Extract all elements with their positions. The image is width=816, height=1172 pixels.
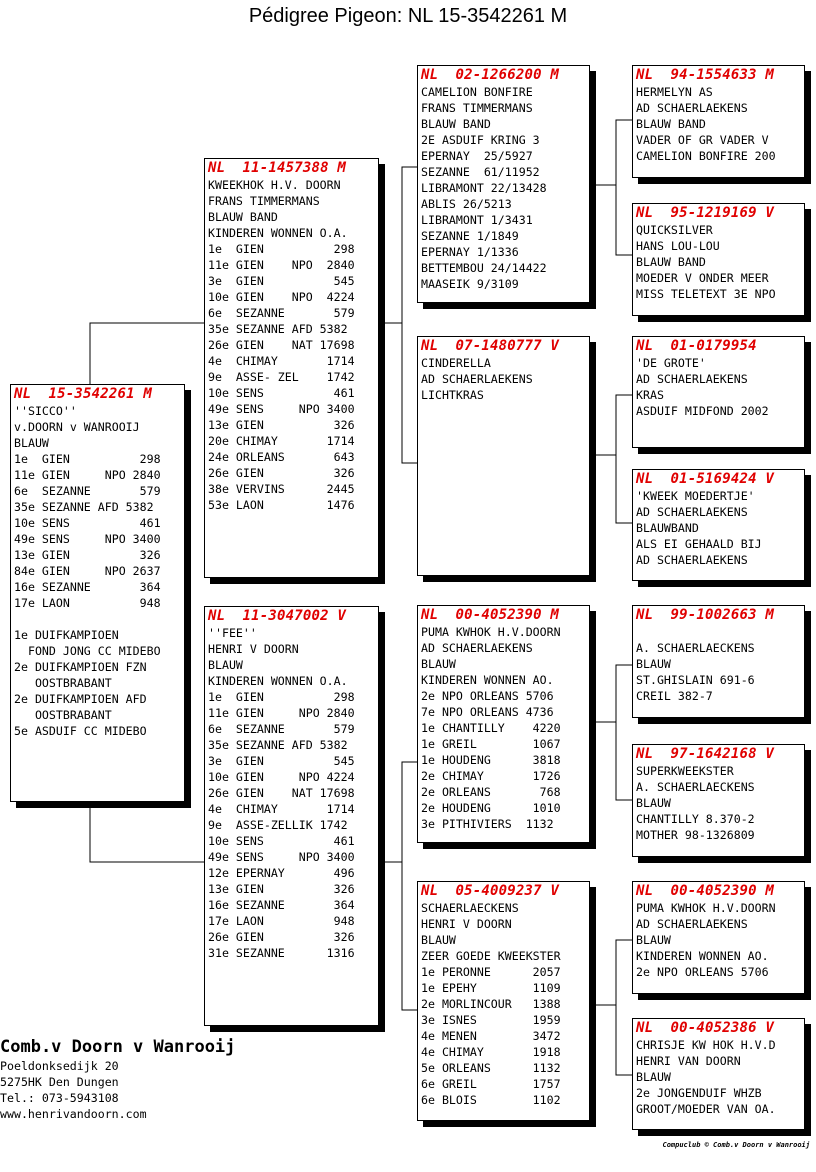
dam-sire-line: 2e NPO ORLEANS 5706	[421, 689, 554, 703]
dam-sire-ring-number: NL 00-4052390 M	[421, 607, 560, 623]
sire-sire-line: EPERNAY 1/1336	[421, 245, 519, 259]
subject-line: OOSTBRABANT	[14, 676, 112, 690]
dam-line: ''FEE''	[208, 626, 257, 640]
sire-dam-dam-ring-number: NL 01-5169424 V	[636, 471, 775, 487]
subject-line: 6e SEZANNE 579	[14, 484, 161, 498]
sire-line: 10e SENS 461	[208, 386, 355, 400]
dam-dam-line: 4e CHIMAY 1918	[421, 1045, 561, 1059]
subject-pigeon-card	[10, 384, 185, 802]
sire-sire-sire-card	[632, 65, 805, 178]
sire-line: 10e GIEN NPO 4224	[208, 290, 355, 304]
sire-line: 26e GIEN NAT 17698	[208, 338, 355, 352]
sire-line: 26e GIEN 326	[208, 466, 355, 480]
subject-line: 5e ASDUIF CC MIDEBO	[14, 724, 147, 738]
subject-line: 13e GIEN 326	[14, 548, 161, 562]
sire-sire-line: LIBRAMONT 1/3431	[421, 213, 533, 227]
dam-dam-card	[417, 881, 590, 1121]
subject-line: 1e DUIFKAMPIOEN	[14, 628, 119, 642]
dam-line: HENRI V DOORN	[208, 642, 299, 656]
sire-dam-line: CINDERELLA	[421, 356, 491, 370]
owner-website[interactable]: www.henrivandoorn.com	[0, 1107, 147, 1121]
sire-line: 20e CHIMAY 1714	[208, 434, 355, 448]
dam-dam-line: ZEER GOEDE KWEEKSTER	[421, 949, 561, 963]
dam-sire-line: 3e PITHIVIERS 1132	[421, 817, 554, 831]
sire-sire-sire-line: VADER OF GR VADER V	[636, 133, 769, 147]
dam-dam-sire-line: BLAUW	[636, 933, 671, 947]
dam-dam-line: 6e GREIL 1757	[421, 1077, 561, 1091]
sire-sire-line: SEZANNE 1/1849	[421, 229, 519, 243]
sire-dam-sire-line: 'DE GROTE'	[636, 356, 706, 370]
subject-line: 2e DUIFKAMPIOEN FZN	[14, 660, 147, 674]
dam-line: BLAUW	[208, 658, 243, 672]
sire-sire-line: CAMELION BONFIRE	[421, 85, 533, 99]
dam-sire-sire-line: BLAUW	[636, 657, 671, 671]
dam-sire-card	[417, 605, 590, 843]
dam-sire-line: KINDEREN WONNEN AO.	[421, 673, 554, 687]
sire-sire-line: BLAUW BAND	[421, 117, 491, 131]
subject-line: BLAUW	[14, 436, 49, 450]
sire-sire-dam-card	[632, 203, 805, 316]
sire-dam-sire-line: ASDUIF MIDFOND 2002	[636, 404, 769, 418]
dam-dam-ring-number: NL 05-4009237 V	[421, 883, 560, 899]
dam-sire-sire-line: CREIL 382-7	[636, 689, 713, 703]
sire-line: 1e GIEN 298	[208, 242, 355, 256]
sire-dam-dam-line: 'KWEEK MOEDERTJE'	[636, 489, 755, 503]
dam-dam-dam-line: HENRI VAN DOORN	[636, 1054, 741, 1068]
dam-dam-sire-line: 2e NPO ORLEANS 5706	[636, 965, 769, 979]
sire-line: 4e CHIMAY 1714	[208, 354, 355, 368]
sire-dam-card	[417, 336, 590, 576]
subject-line: FOND JONG CC MIDEBO	[14, 644, 161, 658]
sire-line: FRANS TIMMERMANS	[208, 194, 320, 208]
dam-sire-dam-line: BLAUW	[636, 796, 671, 810]
dam-line: 16e SEZANNE 364	[208, 898, 355, 912]
subject-line: 1e GIEN 298	[14, 452, 161, 466]
owner-postal-city: 5275HK Den Dungen	[0, 1075, 119, 1089]
dam-dam-dam-card	[632, 1018, 805, 1130]
sire-sire-card	[417, 65, 590, 303]
sire-dam-sire-line: KRAS	[636, 388, 664, 402]
dam-sire-line: PUMA KWHOK H.V.DOORN	[421, 625, 561, 639]
dam-dam-line: 1e PERONNE 2057	[421, 965, 561, 979]
dam-dam-line: BLAUW	[421, 933, 456, 947]
sire-line: 13e GIEN 326	[208, 418, 355, 432]
subject-line: 49e SENS NPO 3400	[14, 532, 161, 546]
dam-sire-line: 2e ORLEANS 768	[421, 785, 561, 799]
sire-line: BLAUW BAND	[208, 210, 278, 224]
dam-line: 13e GIEN 326	[208, 882, 355, 896]
subject-line: 11e GIEN NPO 2840	[14, 468, 161, 482]
dam-line: 26e GIEN 326	[208, 930, 355, 944]
sire-line: 9e ASSE- ZEL 1742	[208, 370, 355, 384]
dam-sire-line: BLAUW	[421, 657, 456, 671]
sire-dam-sire-card	[632, 336, 805, 448]
sire-sire-line: EPERNAY 25/5927	[421, 149, 533, 163]
sire-line: 38e VERVINS 2445	[208, 482, 355, 496]
sire-sire-sire-line: BLAUW BAND	[636, 117, 706, 131]
dam-line: 11e GIEN NPO 2840	[208, 706, 355, 720]
dam-sire-dam-line: MOTHER 98-1326809	[636, 828, 755, 842]
dam-sire-sire-line	[636, 624, 801, 640]
sire-sire-ring-number: NL 02-1266200 M	[421, 67, 560, 83]
dam-sire-sire-card	[632, 605, 805, 718]
subject-line: ''SICCO''	[14, 404, 77, 418]
dam-dam-line: 4e MENEN 3472	[421, 1029, 561, 1043]
dam-ring-number: NL 11-3047002 V	[208, 608, 347, 624]
dam-dam-sire-line: KINDEREN WONNEN AO.	[636, 949, 769, 963]
dam-dam-sire-line: AD SCHAERLAEKENS	[636, 917, 748, 931]
dam-dam-sire-card	[632, 881, 805, 994]
sire-sire-line: 2E ASDUIF KRING 3	[421, 133, 540, 147]
dam-dam-line: 3e ISNES 1959	[421, 1013, 561, 1027]
sire-dam-sire-ring-number: NL 01-0179954	[636, 338, 757, 354]
sire-line: 6e SEZANNE 579	[208, 306, 355, 320]
sire-sire-line: ABLIS 26/5213	[421, 197, 512, 211]
sire-sire-dam-line: QUICKSILVER	[636, 223, 713, 237]
dam-sire-dam-ring-number: NL 97-1642168 V	[636, 746, 775, 762]
subject-line: v.DOORN v WANROOIJ	[14, 420, 140, 434]
dam-sire-sire-ring-number: NL 99-1002663 M	[636, 607, 775, 623]
sire-sire-line: LIBRAMONT 22/13428	[421, 181, 547, 195]
sire-sire-line: FRANS TIMMERMANS	[421, 101, 533, 115]
sire-line: 24e ORLEANS 643	[208, 450, 355, 464]
dam-sire-line: 7e NPO ORLEANS 4736	[421, 705, 554, 719]
sire-sire-line: BETTEMBOU 24/14422	[421, 261, 547, 275]
dam-dam-line: 1e EPEHY 1109	[421, 981, 561, 995]
dam-sire-sire-line: ST.GHISLAIN 691-6	[636, 673, 755, 687]
dam-dam-line: HENRI V DOORN	[421, 917, 512, 931]
dam-sire-line: 1e CHANTILLY 4220	[421, 721, 561, 735]
subject-line	[14, 611, 181, 627]
subject-line: 2e DUIFKAMPIOEN AFD	[14, 692, 147, 706]
subject-lines	[14, 403, 181, 739]
sire-line: 35e SEZANNE AFD 5382	[208, 322, 348, 336]
dam-sire-dam-line: SUPERKWEEKSTER	[636, 764, 734, 778]
dam-sire-line: 1e HOUDENG 3818	[421, 753, 561, 767]
dam-line: 26e GIEN NAT 17698	[208, 786, 355, 800]
dam-sire-sire-line: A. SCHAERLAECKENS	[636, 641, 755, 655]
sire-sire-dam-ring-number: NL 95-1219169 V	[636, 205, 775, 221]
dam-dam-line: 5e ORLEANS 1132	[421, 1061, 561, 1075]
dam-line: 49e SENS NPO 3400	[208, 850, 355, 864]
subject-line: 16e SEZANNE 364	[14, 580, 161, 594]
subject-line: 84e GIEN NPO 2637	[14, 564, 161, 578]
dam-dam-dam-line: GROOT/MOEDER VAN OA.	[636, 1102, 776, 1116]
sire-line: 3e GIEN 545	[208, 274, 355, 288]
subject-line: 17e LAON 948	[14, 596, 161, 610]
footer-credit: Compuclub © Comb.v Doorn v Wanrooij	[662, 1141, 810, 1149]
dam-line: 6e SEZANNE 579	[208, 722, 355, 736]
dam-dam-dam-line: BLAUW	[636, 1070, 671, 1084]
dam-sire-dam-card	[632, 744, 805, 857]
sire-dam-dam-line: BLAUWBAND	[636, 521, 699, 535]
dam-card	[204, 606, 379, 1026]
dam-dam-line: 2e MORLINCOUR 1388	[421, 997, 561, 1011]
subject-ring-number: NL 15-3542261 M	[14, 386, 153, 402]
owner-address: Poeldonksedijk 20	[0, 1059, 119, 1073]
sire-line: KINDEREN WONNEN O.A.	[208, 226, 348, 240]
sire-line: 11e GIEN NPO 2840	[208, 258, 355, 272]
dam-sire-line: 2e CHIMAY 1726	[421, 769, 561, 783]
dam-line: 31e SEZANNE 1316	[208, 946, 355, 960]
dam-sire-line: AD SCHAERLAEKENS	[421, 641, 533, 655]
sire-dam-sire-line: AD SCHAERLAEKENS	[636, 372, 748, 386]
sire-dam-ring-number: NL 07-1480777 V	[421, 338, 560, 354]
owner-name: Comb.v Doorn v Wanrooij	[0, 1037, 236, 1057]
dam-dam-line: SCHAERLAECKENS	[421, 901, 519, 915]
dam-sire-dam-line: CHANTILLY 8.370-2	[636, 812, 755, 826]
dam-line: 35e SEZANNE AFD 5382	[208, 738, 348, 752]
subject-line: 35e SEZANNE AFD 5382	[14, 500, 154, 514]
sire-sire-dam-line: BLAUW BAND	[636, 255, 706, 269]
dam-line: 9e ASSE-ZELLIK 1742	[208, 818, 348, 832]
dam-dam-sire-line: PUMA KWHOK H.V.DOORN	[636, 901, 776, 915]
sire-card	[204, 158, 379, 578]
dam-dam-sire-ring-number: NL 00-4052390 M	[636, 883, 775, 899]
dam-dam-dam-line: CHRISJE KW HOK H.V.D	[636, 1038, 776, 1052]
subject-line: OOSTBRABANT	[14, 708, 112, 722]
sire-sire-dam-line: MOEDER V ONDER MEER	[636, 271, 769, 285]
dam-line: 1e GIEN 298	[208, 690, 355, 704]
dam-line: 12e EPERNAY 496	[208, 866, 355, 880]
owner-phone: Tel.: 073-5943108	[0, 1091, 119, 1105]
dam-line: 4e CHIMAY 1714	[208, 802, 355, 816]
subject-line: 10e SENS 461	[14, 516, 161, 530]
owner-info	[0, 1036, 235, 1122]
sire-sire-sire-ring-number: NL 94-1554633 M	[636, 67, 775, 83]
dam-line: KINDEREN WONNEN O.A.	[208, 674, 348, 688]
sire-dam-dam-card	[632, 469, 805, 581]
dam-sire-line: 1e GREIL 1067	[421, 737, 561, 751]
sire-sire-line: MAASEIK 9/3109	[421, 277, 519, 291]
sire-sire-line: SEZANNE 61/11952	[421, 165, 540, 179]
dam-line: 10e GIEN NPO 4224	[208, 770, 355, 784]
sire-dam-dam-line: ALS EI GEHAALD BIJ	[636, 537, 762, 551]
sire-dam-line: AD SCHAERLAEKENS	[421, 372, 533, 386]
sire-sire-sire-line: HERMELYN AS	[636, 85, 713, 99]
dam-sire-line: 2e HOUDENG 1010	[421, 801, 561, 815]
sire-sire-sire-line: CAMELION BONFIRE 200	[636, 149, 776, 163]
sire-sire-dam-line: HANS LOU-LOU	[636, 239, 720, 253]
dam-sire-dam-line: A. SCHAERLAECKENS	[636, 780, 755, 794]
sire-ring-number: NL 11-1457388 M	[208, 160, 347, 176]
sire-dam-dam-line: AD SCHAERLAEKENS	[636, 553, 748, 567]
sire-dam-dam-line: AD SCHAERLAEKENS	[636, 505, 748, 519]
page-title: Pédigree Pigeon: NL 15-3542261 M	[248, 5, 568, 27]
sire-dam-line: LICHTKRAS	[421, 388, 484, 402]
sire-sire-sire-line: AD SCHAERLAEKENS	[636, 101, 748, 115]
dam-line: 3e GIEN 545	[208, 754, 355, 768]
dam-dam-line: 6e BLOIS 1102	[421, 1093, 561, 1107]
sire-line: 49e SENS NPO 3400	[208, 402, 355, 416]
sire-sire-dam-line: MISS TELETEXT 3E NPO	[636, 287, 776, 301]
dam-dam-dam-line: 2e JONGENDUIF WHZB	[636, 1086, 762, 1100]
dam-line: 17e LAON 948	[208, 914, 355, 928]
sire-line: KWEEKHOK H.V. DOORN	[208, 178, 341, 192]
sire-line: 53e LAON 1476	[208, 498, 355, 512]
dam-line: 10e SENS 461	[208, 834, 355, 848]
dam-dam-dam-ring-number: NL 00-4052386 V	[636, 1020, 775, 1036]
